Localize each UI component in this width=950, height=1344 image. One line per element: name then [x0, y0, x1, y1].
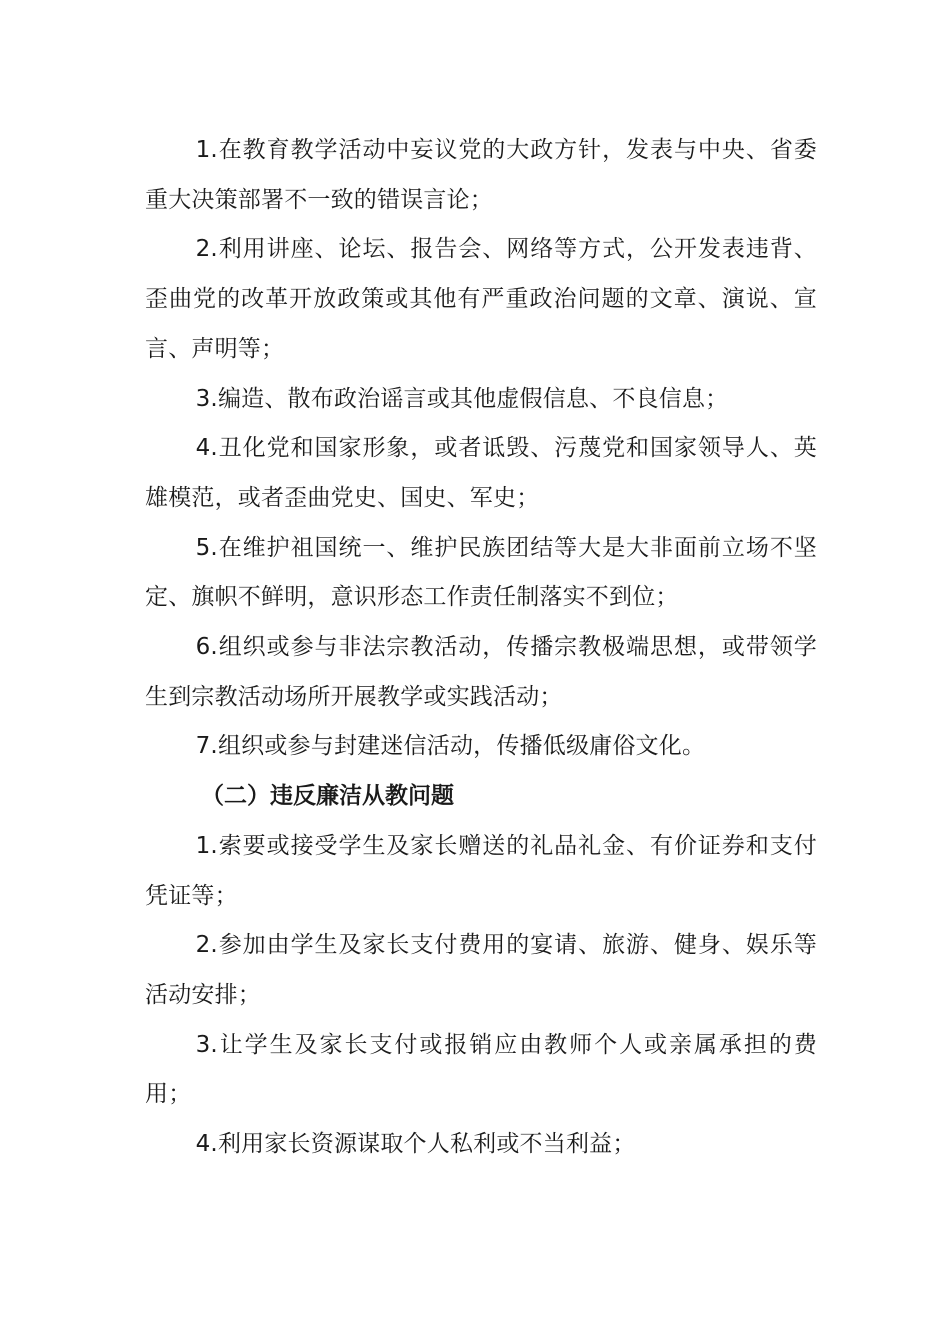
list-item-political-7: 7.组织或参与封建迷信活动，传播低级庸俗文化。	[195, 733, 706, 760]
list-item-political-3: 3.编造、散布政治谣言或其他虚假信息、不良信息；	[195, 385, 729, 412]
document-body	[145, 126, 817, 1170]
list-item-political-1: 1.在教育教学活动中妄议党的大政方针，发表与中央、省委重大决策部署不一致的错误言论；	[145, 137, 817, 213]
list-item-integrity-2: 2.参加由学生及家长支付费用的宴请、旅游、健身、娱乐等活动安排；	[145, 932, 817, 1008]
list-item-political-2: 2.利用讲座、论坛、报告会、网络等方式，公开发表违背、歪曲党的改革开放政策或其他有严重政治问题的文章、演说、宣言、声明等；	[145, 236, 817, 362]
list-item-integrity-1: 1.索要或接受学生及家长赠送的礼品礼金、有价证券和支付凭证等；	[145, 832, 817, 909]
list-item-political-4: 4.丑化党和国家形象，或者诋毁、污蔑党和国家领导人、英雄模范，或者歪曲党史、国史、军史；	[145, 435, 817, 511]
section-heading: （二）违反廉洁从教问题	[201, 783, 454, 810]
list-item-integrity-4: 4.利用家长资源谋取个人私利或不当利益；	[195, 1131, 636, 1158]
list-item-political-6: 6.组织或参与非法宗教活动，传播宗教极端思想，或带领学生到宗教活动场所开展教学或实践活动；	[145, 634, 817, 710]
list-item-political-5: 5.在维护祖国统一、维护民族团结等大是大非面前立场不坚定、旗帜不鲜明，意识形态工作责任制落实不到位；	[145, 534, 817, 611]
list-item-integrity-3: 3.让学生及家长支付或报销应由教师个人或亲属承担的费用；	[145, 1031, 817, 1108]
